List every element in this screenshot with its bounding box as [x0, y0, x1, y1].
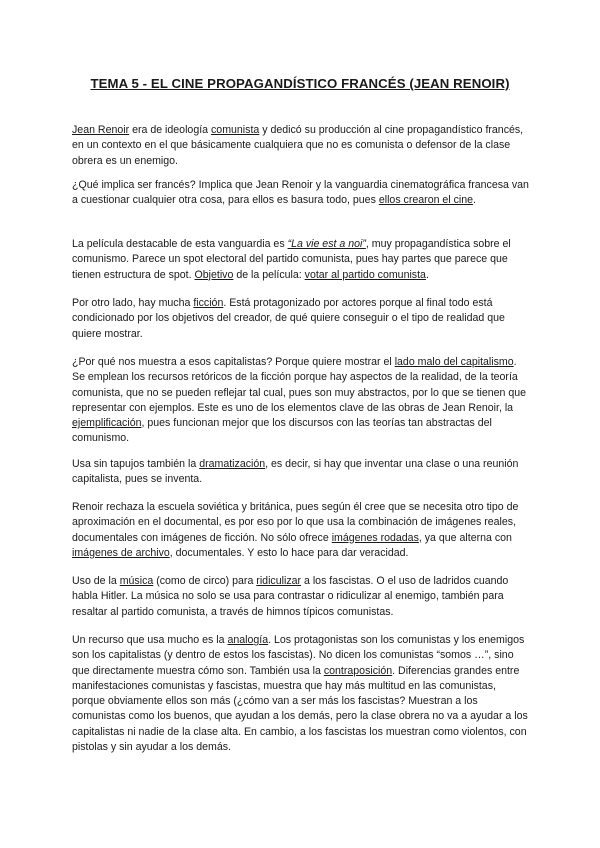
- page-title: TEMA 5 - EL CINE PROPAGANDÍSTICO FRANCÉS (JEAN RENOIR): [90, 76, 510, 91]
- paragraph-capitalistas: [72, 355, 530, 447]
- paragraph-ficcion: [72, 296, 530, 342]
- underlined-term: Objetivo: [194, 268, 234, 281]
- paragraph-musica: [72, 574, 530, 620]
- underlined-term: Jean Renoir: [72, 124, 130, 136]
- underlined-term: ficción: [193, 297, 224, 309]
- underlined-term: lado malo del capitalismo: [394, 356, 514, 368]
- text-run: (como de circo) para: [153, 575, 257, 587]
- paragraph-jean-renoir: [72, 123, 530, 169]
- text-run: a los fascistas. O el uso de ladridos cuando habla Hitler. La música no solo se usa para contrastar o ridiculizar al enemigo, también para resaltar al partido comunista, a través de himnos típicos comunistas.: [72, 575, 509, 618]
- underlined-term: dramatización: [199, 458, 266, 470]
- underlined-term: comunista: [211, 124, 260, 136]
- paragraph-dramatizacion: [72, 457, 530, 488]
- paragraph-escuela-sovietica: [72, 500, 530, 561]
- text-run: . Diferencias grandes entre manifestaciones comunistas y fascistas, muestra que hay más multitud en las comunistas, porque obviamente ellos son más (¿cómo van a ser más los fascistas? Muestran a los comunistas como los buenos, que ayudan a los demás, pero la clase obrera no va a ayudar a los capitalistas ni nadie de la clase alta. En cambio, a los fascistas los muestran como violentos, con pistolas y sin ayudar a los demás.: [72, 664, 528, 754]
- text-run: Renoir rechaza la escuela soviética y británica, pues según él cree que se necesita otro tipo de aproximación en el documental, es por eso por lo que usa la combinación de imágenes reales, documentales con imágenes de ficción. No sólo ofrece: [72, 501, 519, 544]
- text-run: era de ideología: [129, 124, 211, 136]
- paragraph-ser-frances: [72, 178, 530, 209]
- underlined-term: imágenes rodadas: [331, 531, 419, 544]
- text-run: . Se emplean los recursos retóricos de la ficción porque hay aspectos de la realidad, de la teoría comunista, que no se pueden reflejar tal cual, pues son muy abstractos, por lo que se tienen que representar con ejemplos. Este es uno de los elementos clave de las obras de Jean Renoir, la: [72, 356, 527, 414]
- paragraph-pelicula: [72, 237, 530, 283]
- underlined-term: “La vie est a noi”: [287, 238, 366, 250]
- underlined-term: ellos crearon el cine: [378, 194, 474, 207]
- text-run: .: [425, 268, 429, 281]
- text-run: La película destacable de esta vanguardia es: [72, 238, 288, 250]
- text-run: , documentales. Y esto lo hace para dar veracidad.: [169, 546, 409, 559]
- text-run: Por otro lado, hay mucha: [72, 297, 194, 309]
- text-run: , pues funcionan mejor que los discursos con las teorías tan abstractas del comunismo.: [72, 417, 492, 445]
- text-run: , muy propagandística sobre el comunismo. Parece un spot electoral del partido comunista, pues hay partes que parece que tienen estructura de spot.: [72, 238, 511, 281]
- underlined-term: analogía: [227, 634, 269, 646]
- underlined-term: música: [119, 575, 154, 587]
- text-run: . Los protagonistas son los comunistas y los enemigos son los capitalistas (y dentro de estos los fascistas). No dicen los comunistas “somos …”, sino que directamente muestra cómo son. También usa la: [72, 634, 525, 677]
- text-run: ¿Qué implica ser francés? Implica que Jean Renoir y la vanguardia cinematográfica francesa van a cuestionar cualquier otra cosa, para ellos es basura todo, pues: [72, 179, 529, 207]
- underlined-term: contraposición: [323, 664, 393, 677]
- text-run: , ya que alterna con: [418, 531, 512, 544]
- underlined-term: ejemplificación: [72, 417, 142, 430]
- text-run: Uso de la: [72, 575, 120, 587]
- underlined-term: imágenes de archivo: [72, 546, 170, 559]
- underlined-term: ridiculizar: [256, 575, 302, 587]
- underlined-term: votar al partido comunista: [304, 268, 426, 281]
- text-run: .: [473, 194, 476, 207]
- paragraph-analogia: [72, 633, 530, 755]
- text-run: Usa sin tapujos también la: [72, 458, 200, 470]
- text-run: de la película:: [233, 268, 305, 281]
- text-run: , es decir, si hay que inventar una clase o una reunión capitalista, pues se inventa.: [72, 458, 519, 486]
- text-run: Un recurso que usa mucho es la: [72, 634, 228, 646]
- text-run: y dedicó su producción al cine propagandístico francés, en un contexto en el que básicamente cualquiera que no es comunista o defensor de la clase obrera es un enemigo.: [72, 124, 524, 167]
- text-run: ¿Por qué nos muestra a esos capitalistas? Porque quiere mostrar el: [72, 356, 395, 368]
- text-run: . Está protagonizado por actores porque al final todo está condicionado por los objetivos del creador, de qué quiere conseguir o el tipo de realidad que quiere mostrar.: [72, 297, 505, 340]
